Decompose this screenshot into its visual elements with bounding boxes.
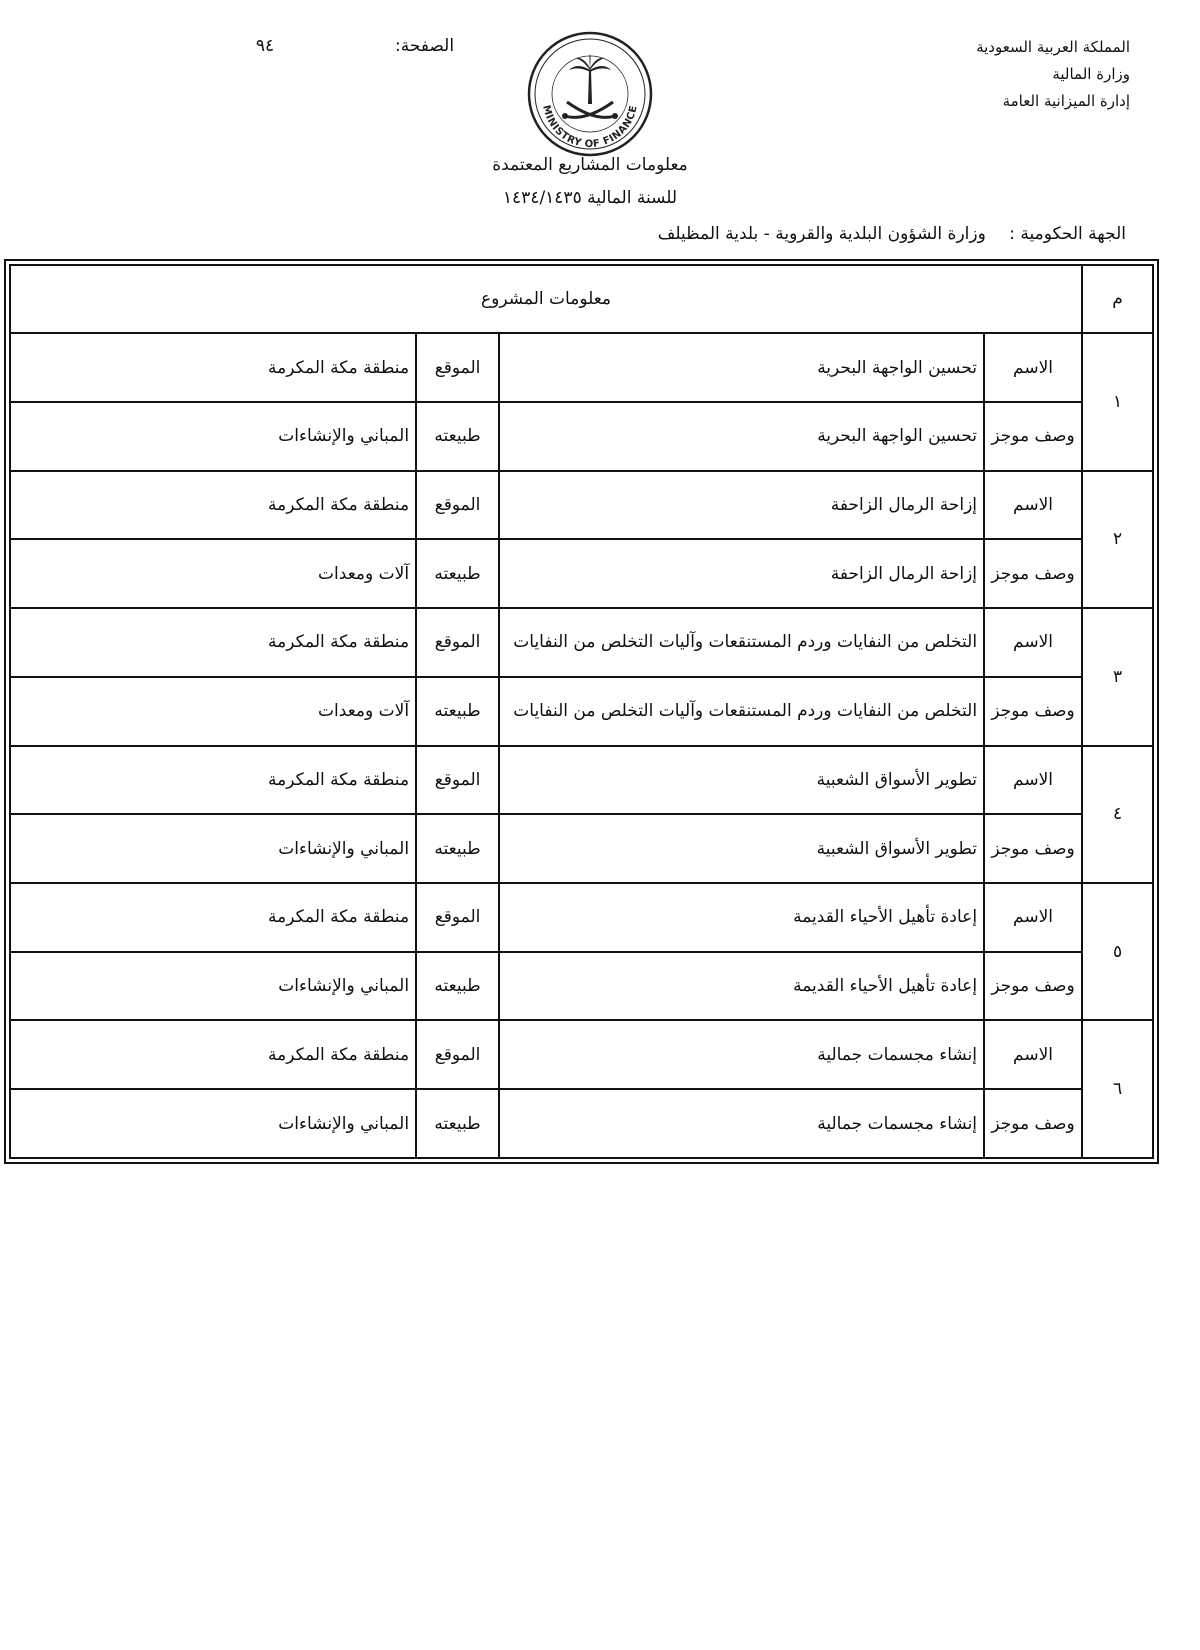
ministry-seal-icon (525, 30, 655, 158)
description-label: وصف موجز (984, 402, 1082, 471)
table-row (10, 539, 1153, 608)
entity-value: وزارة الشؤون البلدية والقروية - بلدية المظيلف (657, 224, 986, 244)
project-location: منطقة مكة المكرمة (10, 471, 416, 540)
location-label: الموقع (416, 608, 499, 677)
table-row (10, 333, 1153, 402)
project-nature: المباني والإنشاءات (10, 1089, 416, 1158)
nature-label: طبيعته (416, 952, 499, 1021)
project-location: منطقة مكة المكرمة (10, 1020, 416, 1089)
nature-label: طبيعته (416, 1089, 499, 1158)
project-number: ٣ (1082, 608, 1153, 745)
project-name: تطوير الأسواق الشعبية (499, 746, 984, 815)
page-number: ٩٤ (255, 36, 275, 56)
description-label: وصف موجز (984, 814, 1082, 883)
projects-table (9, 264, 1154, 1159)
svg-text:MINISTRY OF FINANCE: MINISTRY OF FINANCE (540, 104, 640, 151)
project-location: منطقة مكة المكرمة (10, 746, 416, 815)
description-label: وصف موجز (984, 1089, 1082, 1158)
table-row (10, 608, 1153, 677)
ministry-line-1: المملكة العربية السعودية (976, 38, 1130, 56)
name-label: الاسم (984, 1020, 1082, 1089)
column-header-project-info: معلومات المشروع (10, 265, 1082, 333)
project-nature: آلات ومعدات (10, 539, 416, 608)
location-label: الموقع (416, 1020, 499, 1089)
project-location: منطقة مكة المكرمة (10, 608, 416, 677)
nature-label: طبيعته (416, 814, 499, 883)
name-label: الاسم (984, 471, 1082, 540)
description-label: وصف موجز (984, 952, 1082, 1021)
table-row (10, 471, 1153, 540)
name-label: الاسم (984, 883, 1082, 952)
project-description: التخلص من النفايات وردم المستنقعات وآليات التخلص من النفايات (499, 677, 984, 746)
project-location: منطقة مكة المكرمة (10, 333, 416, 402)
table-row (10, 883, 1153, 952)
project-number: ٤ (1082, 746, 1153, 883)
government-entity (560, 224, 1126, 244)
column-header-number: م (1082, 265, 1153, 333)
table-row (10, 1020, 1153, 1089)
project-description: إعادة تأهيل الأحياء القديمة (499, 952, 984, 1021)
project-description: إنشاء مجسمات جمالية (499, 1089, 984, 1158)
project-description: إزاحة الرمال الزاحفة (499, 539, 984, 608)
project-nature: المباني والإنشاءات (10, 402, 416, 471)
location-label: الموقع (416, 746, 499, 815)
project-number: ٦ (1082, 1020, 1153, 1158)
project-name: تحسين الواجهة البحرية (499, 333, 984, 402)
page-label: الصفحة: (395, 36, 455, 56)
project-description: تطوير الأسواق الشعبية (499, 814, 984, 883)
project-name: إزاحة الرمال الزاحفة (499, 471, 984, 540)
project-nature: آلات ومعدات (10, 677, 416, 746)
nature-label: طبيعته (416, 677, 499, 746)
table-row (10, 814, 1153, 883)
project-number: ١ (1082, 333, 1153, 470)
table-row (10, 677, 1153, 746)
description-label: وصف موجز (984, 677, 1082, 746)
table-header-row (10, 265, 1153, 333)
description-label: وصف موجز (984, 539, 1082, 608)
name-label: الاسم (984, 608, 1082, 677)
nature-label: طبيعته (416, 402, 499, 471)
ministry-header (976, 34, 1130, 115)
name-label: الاسم (984, 746, 1082, 815)
project-number: ٢ (1082, 471, 1153, 608)
project-number: ٥ (1082, 883, 1153, 1020)
project-nature: المباني والإنشاءات (10, 952, 416, 1021)
project-name: التخلص من النفايات وردم المستنقعات وآليات التخلص من النفايات (499, 608, 984, 677)
table-row (10, 1089, 1153, 1158)
project-name: إعادة تأهيل الأحياء القديمة (499, 883, 984, 952)
ministry-line-2: وزارة المالية (1052, 65, 1130, 83)
location-label: الموقع (416, 883, 499, 952)
project-description: تحسين الواجهة البحرية (499, 402, 984, 471)
table-row (10, 952, 1153, 1021)
nature-label: طبيعته (416, 539, 499, 608)
project-name: إنشاء مجسمات جمالية (499, 1020, 984, 1089)
entity-label: الجهة الحكومية : (1009, 224, 1126, 244)
document-subtitle: للسنة المالية ١٤٣٤/١٤٣٥ (502, 188, 678, 208)
name-label: الاسم (984, 333, 1082, 402)
table-row (10, 402, 1153, 471)
project-nature: المباني والإنشاءات (10, 814, 416, 883)
document-title: معلومات المشاريع المعتمدة (492, 155, 688, 175)
project-location: منطقة مكة المكرمة (10, 883, 416, 952)
ministry-line-3: إدارة الميزانية العامة (1002, 92, 1130, 110)
location-label: الموقع (416, 333, 499, 402)
table-row (10, 746, 1153, 815)
location-label: الموقع (416, 471, 499, 540)
